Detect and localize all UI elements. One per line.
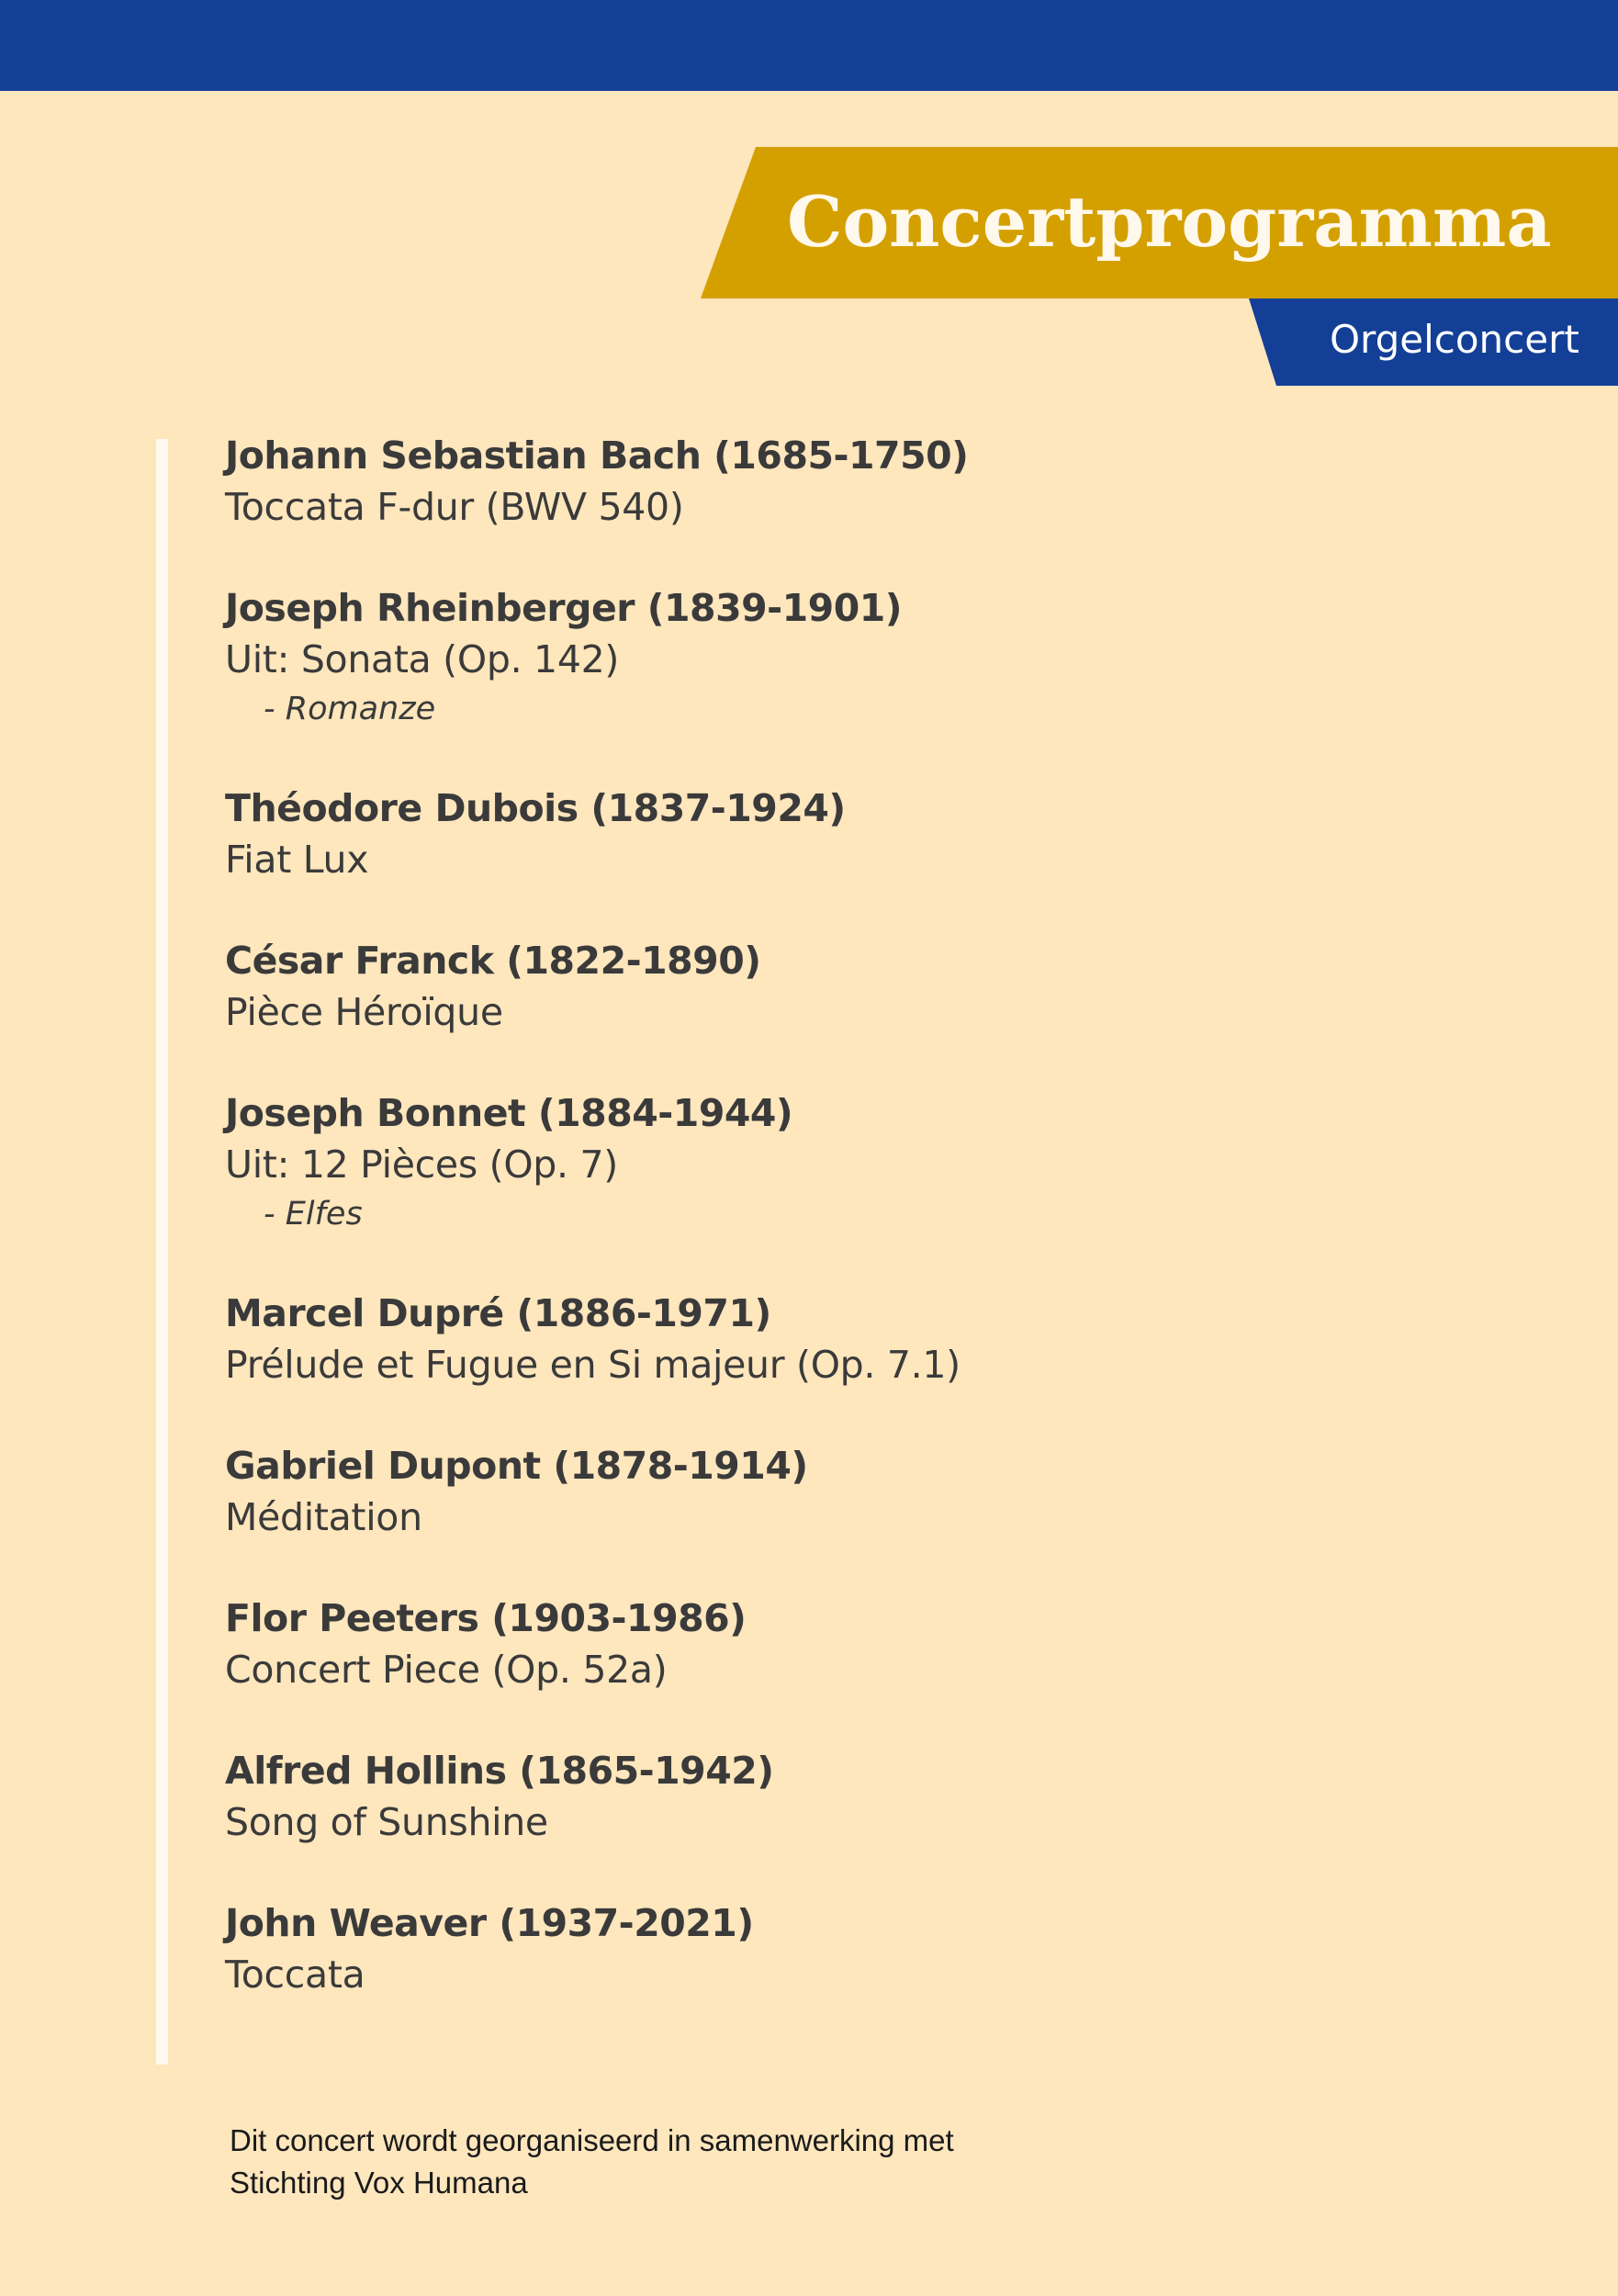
program-item [225, 1593, 1511, 1695]
program-item [225, 1288, 1511, 1390]
composer-name: Alfred Hollins (1865-1942) [225, 1749, 774, 1793]
program-item [225, 782, 1511, 885]
work-title: Uit: Sonata (Op. 142) [225, 637, 620, 681]
program-item [225, 1897, 1511, 2000]
program-item [225, 1745, 1511, 1848]
work-title: Pièce Héroïque [225, 990, 503, 1034]
composer-name: César Franck (1822-1890) [225, 939, 761, 983]
page-title: Concertprogramma [787, 181, 1552, 263]
side-divider [156, 439, 168, 2065]
composer-name: John Weaver (1937-2021) [225, 1901, 754, 1945]
work-title: Toccata F-dur (BWV 540) [225, 485, 684, 529]
footer-line: Stichting Vox Humana [230, 2166, 528, 2200]
work-title: Uit: 12 Pièces (Op. 7) [225, 1142, 618, 1187]
work-title: Concert Piece (Op. 52a) [225, 1648, 668, 1692]
program-item [225, 582, 1511, 733]
composer-name: Flor Peeters (1903-1986) [225, 1596, 747, 1640]
composer-name: Joseph Bonnet (1884-1944) [225, 1091, 793, 1135]
footer-note [230, 2120, 1331, 2204]
work-title: Toccata [225, 1953, 365, 1997]
composer-name: Théodore Dubois (1837-1924) [225, 786, 846, 830]
movement-title: - Romanze [264, 691, 436, 727]
composer-name: Joseph Rheinberger (1839-1901) [225, 586, 902, 630]
composer-name: Gabriel Dupont (1878-1914) [225, 1444, 808, 1488]
program-list [225, 430, 1511, 2050]
work-title: Prélude et Fugue en Si majeur (Op. 7.1) [225, 1343, 961, 1387]
work-title: Méditation [225, 1495, 422, 1539]
program-item [225, 935, 1511, 1038]
program-item [225, 1087, 1511, 1238]
composer-name: Marcel Dupré (1886-1971) [225, 1291, 771, 1335]
composer-name: Johann Sebastian Bach (1685-1750) [225, 433, 969, 478]
footer-line: Dit concert wordt georganiseerd in samenwerking met [230, 2123, 954, 2157]
page-subtitle: Orgelconcert [1330, 317, 1579, 362]
work-title: Song of Sunshine [225, 1800, 548, 1844]
top-bar [0, 0, 1618, 91]
program-item [225, 430, 1511, 533]
movement-title: - Elfes [264, 1196, 363, 1232]
work-title: Fiat Lux [225, 838, 369, 882]
program-item [225, 1440, 1511, 1543]
